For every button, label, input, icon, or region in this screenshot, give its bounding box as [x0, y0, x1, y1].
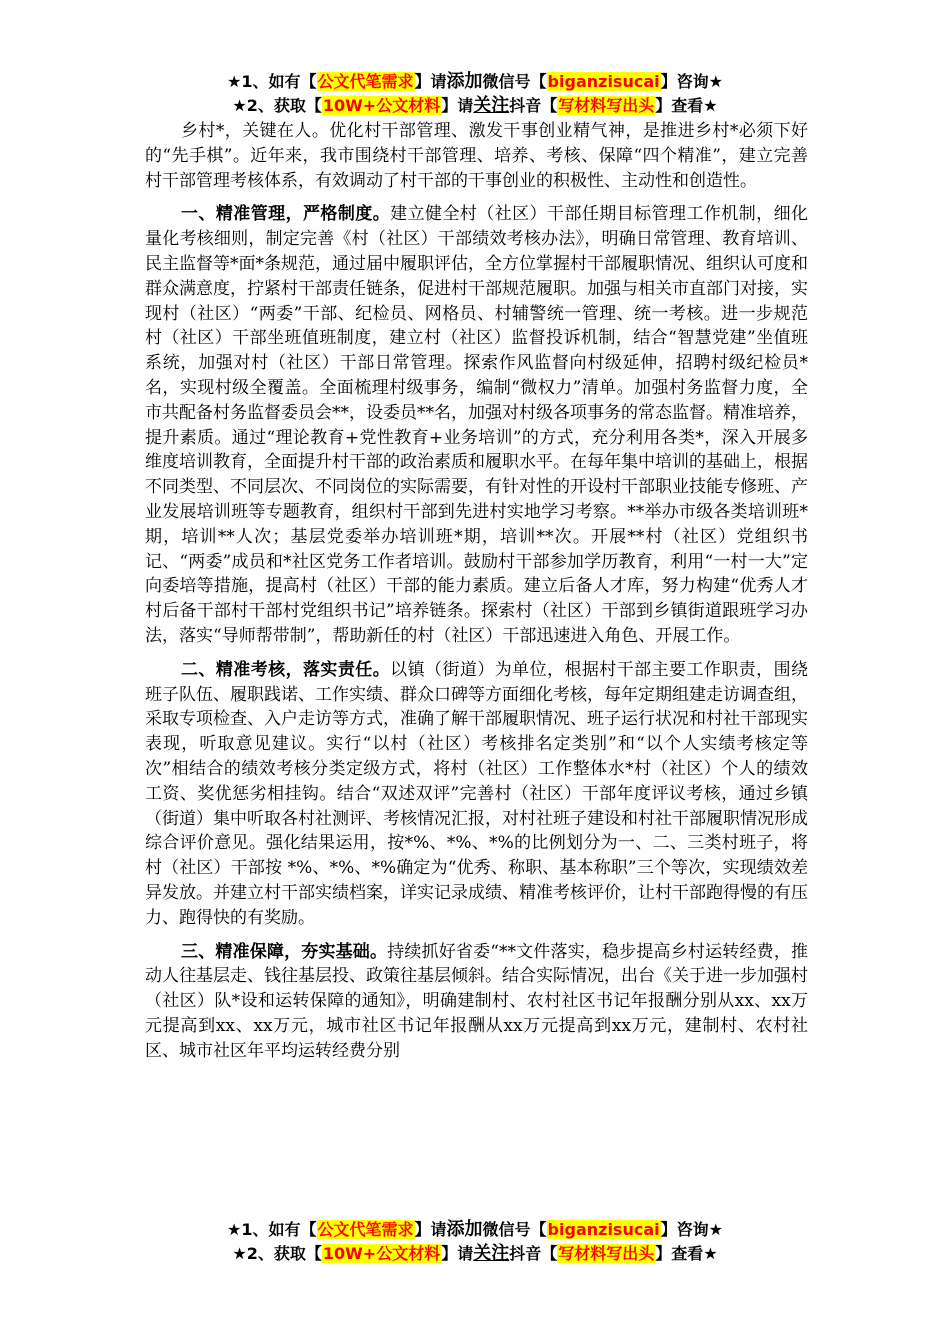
star-icon: ★: [227, 1220, 242, 1239]
section-2-heading: 二、精准考核，落实责任。: [181, 659, 391, 680]
section-1-paragraph: 一、精准管理，严格制度。建立健全村（社区）干部任期目标管理工作机制，细化量化考核细则，制定完善《村（社区）干部绩效考核办法》，明确日常管理、教育培训、民主监督等*面*条规范，通过届中履职评估，全方位掌握村干部履职情况、组织认可度和群众满意度，拧紧村干部责任链条，促进村干部规范履职。加强与相关市直部门对接，实现村（社区）“两委”干部、纪检员、网格员、村辅警统一管理、统一考核。进一步规范村（社区）干部坐班值班制度，建立村（社区）监督投诉机制，结合“智慧党建”坐值班系统，加强对村（社区）干部日常管理。探索作风监督向村级延伸，招聘村级纪检员*名，实现村级全覆盖。全面梳理村级事务，编制“微权力”清单。加强村务监督力度，全市共配备村务监督委员会**，设委员**名，加强对村级各项事务的常态监督。精准培养，提升素质。通过“理论教育+党性教育+业务培训”的方式，充分利用各类*，深入开展多维度培训教育，全面提升村干部的政治素质和履职水平。在每年集中培训的基础上，根据不同类型、不同层次、不同岗位的实际需要，有针对性的开设村干部职业技能专修班、产业发展培训班等专题教育，组织村干部到先进村实地学习考察。**举办市级各类培训班*期，培训**人次；基层党委举办培训班*期，培训**次。开展**村（社区）党组织书记、“两委”成员和*社区党务工作者培训。鼓励村干部参加学历教育，利用“一村一大”定向委培等措施，提高村（社区）干部的能力素质。建立后备人才库，努力构建“优秀人才村后备干部村干部村党组织书记”培养链条。探索村（社区）干部到乡镇街道跟班学习办法，落实“导师帮带制”，帮助新任的村（社区）干部迅速进入角色、开展工作。: [145, 204, 809, 646]
highlight-ghostwriting: 公文代笔需求: [317, 72, 414, 91]
section-3-paragraph: 三、精准保障，夯实基础。持续抓好省委“**文件落实，稳步提高乡村运转经费，推动人往基层走、钱往基层投、政策往基层倾斜。结合实际情况，出台《关于进一步加强村（社区）队*设和运转保障的通知》，明确建制村、农村社区书记年报酬分别从xx、xx万元提高到xx、xx万元，城市社区书记年报酬从xx万元提高到xx万元，建制村、农村社区、城市社区年平均运转经费分别: [145, 941, 808, 1061]
promo-banner-bottom-line2: ★2、获取【10W+公文材料】请关注抖音【写材料写出头】查看★: [232, 1243, 718, 1264]
highlight-wechat-id: biganzisucai: [547, 72, 660, 91]
intro-paragraph: 乡村*，关键在人。优化村干部管理、激发干事创业精气神，是推进乡村*必须下好的“先手棋”。近年来，我市围绕村干部管理、培养、考核、保障“四个精准”，建立完善村干部管理考核体系，有效调动了村干部的干事创业的积极性、主动性和创造性。: [145, 121, 808, 191]
section-3-heading: 三、精准保障，夯实基础。: [181, 941, 388, 962]
section-1-heading: 一、精准管理，严格制度。: [181, 204, 391, 225]
highlight-wechat-id: biganzisucai: [547, 1220, 660, 1239]
star-icon: ★: [227, 72, 242, 91]
section-2-paragraph: 二、精准考核，落实责任。以镇（街道）为单位，根据村干部主要工作职责，围绕班子队伍、履职践诺、工作实绩、群众口碑等方面细化考核，每年定期组建走访调查组，采取专项检查、入户走访等方式，准确了解干部履职情况、班子运行状况和村社干部现实表现，听取意见建议。实行“以村（社区）考核排名定类别”和“以个人实绩考核定等次”相结合的绩效考核分类定级方式，将村（社区）工作整体水*村（社区）个人的绩效工资、奖优惩劣相挂钩。结合“双述双评”完善村（社区）干部年度评议考核，通过乡镇（街道）集中听取各村社测评、考核情况汇报，对村社班子建设和村社干部履职情况形成综合评价意见。强化结果运用，按*%、*%、*%的比例划分为一、二、三类村班子，将村（社区）干部按 *%、*%、*%确定为“优秀、称职、基本称职”三个等次，实现绩效差异发放。并建立村干部实绩档案，详实记录成绩、精准考核评价，让村干部跑得慢的有压力、跑得快的有奖励。: [145, 659, 809, 928]
promo-banner-bottom-line1: ★1、如有【公文代笔需求】请添加微信号【biganzisucai】咨询★: [227, 1219, 723, 1240]
document-body: [145, 119, 808, 1063]
highlight-douyin: 写材料写出头: [558, 96, 655, 115]
star-icon: ★: [232, 1244, 247, 1263]
highlight-douyin: 写材料写出头: [558, 1244, 655, 1263]
promo-banner-top-line2: ★2、获取【10W+公文材料】请关注抖音【写材料写出头】查看★: [232, 95, 718, 116]
promo-banner-top-line1: ★1、如有【公文代笔需求】请添加微信号【biganzisucai】咨询★: [227, 71, 723, 92]
star-icon: ★: [232, 96, 247, 115]
highlight-ghostwriting: 公文代笔需求: [317, 1220, 414, 1239]
highlight-materials: 10W+公文材料: [322, 1244, 441, 1263]
highlight-materials: 10W+公文材料: [322, 96, 441, 115]
